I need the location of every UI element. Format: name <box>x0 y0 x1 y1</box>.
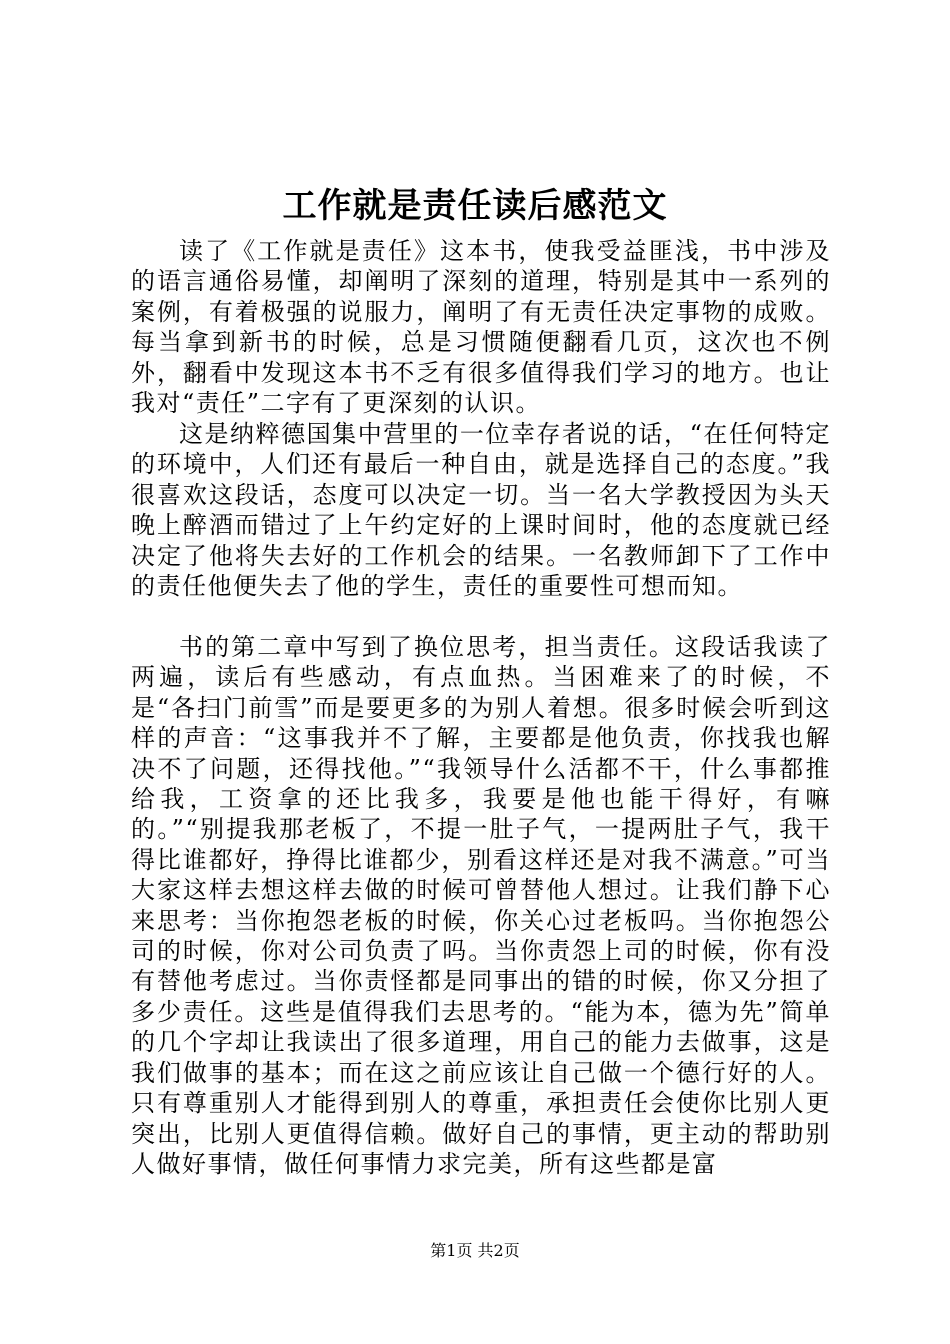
body-paragraph-3: 书的第二章中写到了换位思考，担当责任。这段话我读了两遍，读后有些感动，有点血热。当困难来了的时候，不是“各扫门前雪”而是要更多的为别人着想。很多时候会听到这样的声音：“这事我并不了解，主要都是他负责，你找我也解决不了问题，还得找他。”“我领导什么活都不干，什么事都推给我，工资拿的还比我多，我要是他也能干得好，有嘛的。”“别提我那老板了，不提一肚子气，一提两肚子气，我干得比谁都好，挣得比谁都少，别看这样还是对我不满意。”可当大家这样去想这样去做的时候可曾替他人想过。让我们静下心来思考：当你抱怨老板的时候，你关心过老板吗。当你抱怨公司的时候，你对公司负责了吗。当你责怨上司的时候，你有没有替他考虑过。当你责怪都是同事出的错的时候，你又分担了多少责任。这些是值得我们去思考的。“能为本，德为先”简单的几个字却让我读出了很多道理，用自己的能力去做事，这是我们做事的基本；而在这之前应该让自己做一个德行好的人。只有尊重别人才能得到别人的尊重，承担责任会使你比别人更突出，比别人更值得信赖。做好自己的事情，更主动的帮助别人做好事情，做任何事情力求完美，所有这些都是富 <box>131 633 831 1178</box>
body-paragraph-1: 读了《工作就是责任》这本书，使我受益匪浅，书中涉及的语言通俗易懂，却阐明了深刻的道理，特别是其中一系列的案例，有着极强的说服力，阐明了有无责任决定事物的成败。每当拿到新书的时候，总是习惯随便翻看几页，这次也不例外，翻看中发现这本书不乏有很多值得我们学习的地方。也让我对“责任”二字有了更深刻的认识。 <box>131 237 831 418</box>
page-number-footer: 第1页 共2页 <box>430 1241 520 1260</box>
document-title: 工作就是责任读后感范文 <box>282 186 668 226</box>
body-paragraph-2: 这是纳粹德国集中营里的一位幸存者说的话，“在任何特定的环境中，人们还有最后一种自由，就是选择自己的态度。”我很喜欢这段话，态度可以决定一切。当一名大学教授因为头天晚上醉酒而错过了上午约定好的上课时间时，他的态度就已经决定了他将失去好的工作机会的结果。一名教师卸下了工作中的责任他便失去了他的学生，责任的重要性可想而知。 <box>131 420 831 601</box>
